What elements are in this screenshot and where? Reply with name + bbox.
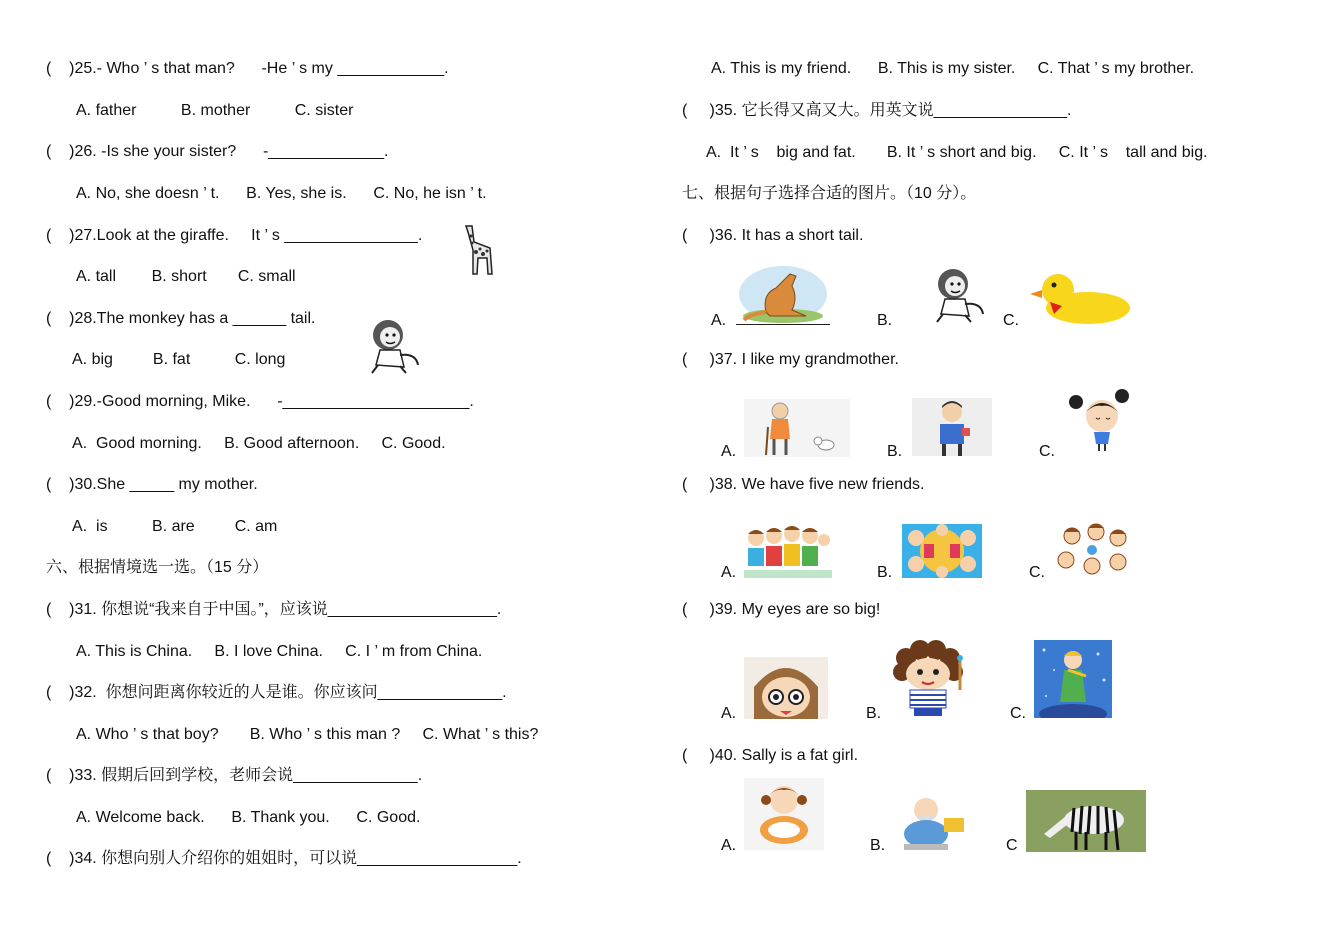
fat-grandpa-picture [894,794,970,850]
q27-stem: ( )27.Look at the giraffe. It ’ s _______________. [46,227,423,244]
q39-option-c: C. [1010,705,1026,722]
q34-options: A. This is my friend. B. This is my sister. C. That ’ s my brother. [711,60,1195,77]
q37-option-c: C. [1039,443,1055,460]
little-prince-picture [1034,640,1112,718]
grandmother-picture [744,399,850,457]
curly-boy-picture [888,640,974,720]
giraffe-picture [460,222,502,276]
kids-row-picture [744,522,832,578]
q31-options: A. This is China. B. I love China. C. I ’ m from China. [76,643,483,660]
q36-option-c: C. [1003,312,1019,329]
kids-group-picture [1052,522,1134,580]
q37-option-a: A. [721,443,737,460]
kangaroo-picture [736,264,830,325]
q39-stem: ( )39. My eyes are so big! [682,601,881,618]
q26-options: A. No, she doesn ’ t. B. Yes, she is. C. No, he isn ’ t. [76,185,487,202]
q32-stem: ( )32. 你想问距离你较近的人是谁。你应该问______________. [46,684,507,701]
q29-stem: ( )29.-Good morning, Mike. -_____________________. [46,393,474,410]
q29-options: A. Good morning. B. Good afternoon. C. Good. [72,435,446,452]
q32-options: A. Who ’ s that boy? B. Who ’ s this man ? C. What ’ s this? [76,726,539,743]
q40-stem: ( )40. Sally is a fat girl. [682,747,859,764]
section7-heading: 七、根据句子选择合适的图片。（10 分）。 [682,185,977,202]
q28-options: A. big B. fat C. long [72,351,286,368]
q36-option-a: A. [711,312,727,329]
q25-options: A. father B. mother C. sister [76,102,354,119]
q36-stem: ( )36. It has a short tail. [682,227,864,244]
zebra-picture [1026,790,1146,852]
section6-heading: 六、根据情境选一选。（15 分） [46,559,269,576]
q38-option-a: A. [721,564,737,581]
q40-option-b: B. [870,837,886,854]
q37-stem: ( )37. I like my grandmother. [682,351,899,368]
q28-stem: ( )28.The monkey has a ______ tail. [46,310,316,327]
q31-stem: ( )31. 你想说“我来自于中国。”，应该说___________________. [46,601,502,618]
q25-stem: ( )25.- Who ’ s that man? -He ’ s my ____________. [46,60,449,77]
q38-option-b: B. [877,564,893,581]
q35-options: A. It ’ s big and fat. B. It ’ s short and big. C. It ’ s tall and big. [706,144,1208,161]
q30-options: A. is B. are C. am [72,518,278,535]
q39-option-b: B. [866,705,882,722]
kids-circle-picture [902,524,982,578]
monkey-picture-2 [925,264,989,326]
q38-stem: ( )38. We have five new friends. [682,476,925,493]
q37-option-b: B. [887,443,903,460]
q30-stem: ( )30.She _____ my mother. [46,476,258,493]
q35-stem: ( )35. 它长得又高又大。用英文说_______________. [682,102,1072,119]
girl-picture [1066,388,1132,452]
boy-picture [912,398,992,456]
duck-picture [1028,270,1132,326]
q27-options: A. tall B. short C. small [76,268,296,285]
q40-option-a: A. [721,837,737,854]
fat-girl-picture [744,778,824,850]
q33-options: A. Welcome back. B. Thank you. C. Good. [76,809,421,826]
q39-option-a: A. [721,705,737,722]
big-eyes-girl-picture [744,657,828,719]
q26-stem: ( )26. -Is she your sister? -_____________. [46,143,389,160]
monkey-picture [360,315,424,377]
q33-stem: ( )33. 假期后回到学校，老师会说______________. [46,767,423,784]
q40-option-c: C [1006,837,1018,854]
q34-stem: ( )34. 你想向别人介绍你的姐姐时，可以说__________________. [46,850,522,867]
q38-option-c: C. [1029,564,1045,581]
q36-option-b: B. [877,312,893,329]
